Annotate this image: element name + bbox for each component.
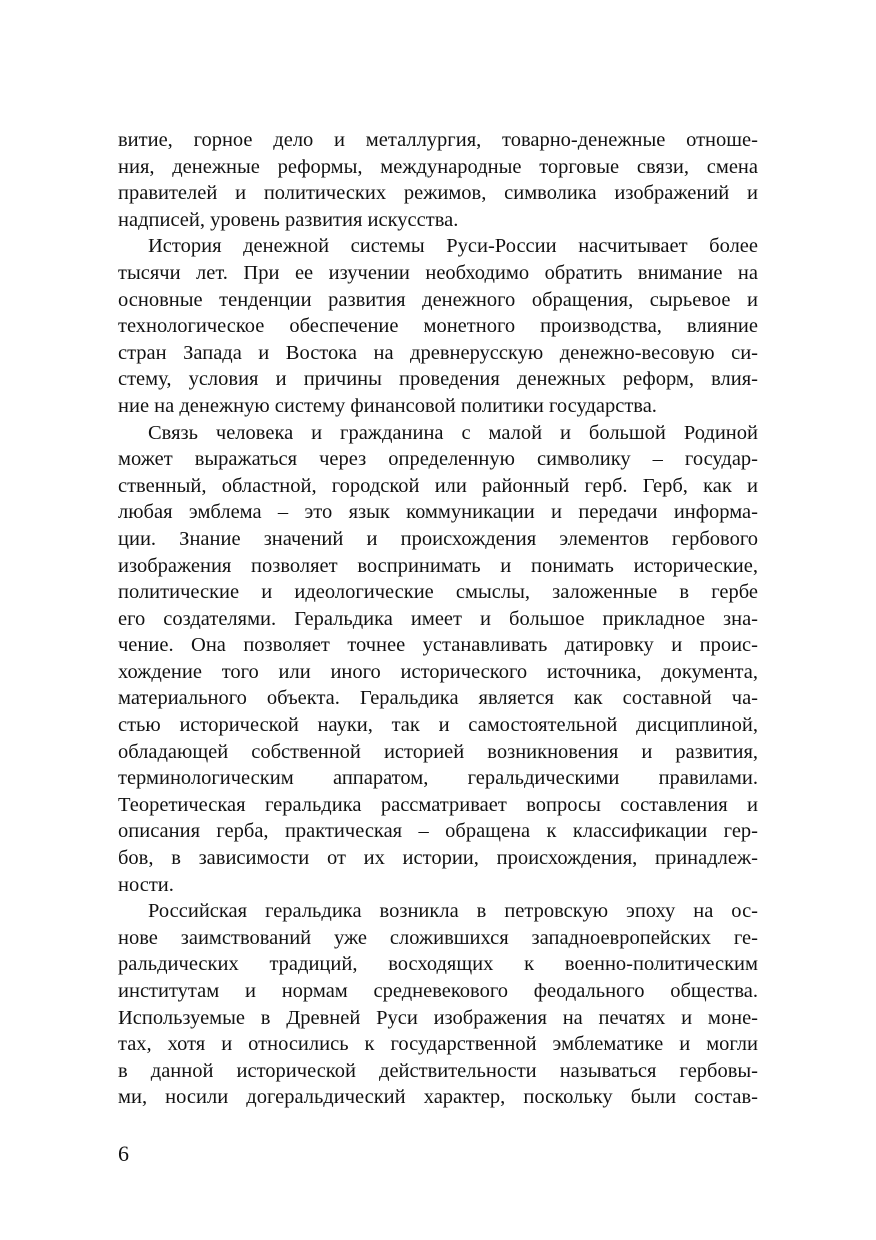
text-line: стему, условия и причины проведения денежных реформ, влия- bbox=[118, 368, 758, 391]
page-number: 6 bbox=[118, 1141, 129, 1166]
paragraph bbox=[118, 233, 758, 419]
text-line: обладающей собственной историей возникновения и развития, bbox=[118, 740, 758, 763]
text-line: политические и идеологические смыслы, заложенные в гербе bbox=[118, 581, 758, 604]
text-line: ми, носили догеральдический характер, поскольку были состав- bbox=[118, 1086, 758, 1109]
text-line: Теоретическая геральдика рассматривает вопросы составления и bbox=[118, 793, 758, 816]
text-line: его создателями. Геральдика имеет и большое прикладное зна- bbox=[118, 607, 758, 630]
paragraph bbox=[118, 127, 758, 233]
text-line: стью исторической науки, так и самостоятельной дисциплиной, bbox=[118, 714, 758, 737]
text-line: Российская геральдика возникла в петровскую эпоху на ос- bbox=[148, 900, 758, 923]
text-line: витие, горное дело и металлургия, товарно-денежные отноше- bbox=[118, 129, 758, 151]
text-line: изображения позволяет воспринимать и понимать исторические, bbox=[118, 554, 758, 577]
text-line: ние на денежную систему финансовой политики государства. bbox=[118, 394, 657, 417]
text-line: ральдических традиций, восходящих к военно-политическим bbox=[118, 953, 758, 976]
paragraph bbox=[118, 420, 758, 899]
text-line: материального объекта. Геральдика является как составной ча- bbox=[118, 687, 758, 710]
text-line: чение. Она позволяет точнее устанавливать датировку и проис- bbox=[118, 634, 758, 657]
text-line: нове заимствований уже сложившихся западноевропейских ге- bbox=[118, 926, 758, 949]
body-text bbox=[118, 127, 758, 1111]
paragraph bbox=[118, 898, 758, 1111]
text-line: бов, в зависимости от их истории, происхождения, принадлеж- bbox=[118, 847, 758, 870]
text-line: История денежной системы Руси-России насчитывает более bbox=[148, 235, 758, 258]
text-line: любая эмблема – это язык коммуникации и передачи информа- bbox=[118, 501, 758, 524]
text-line: правителей и политических режимов, символика изображений и bbox=[118, 182, 758, 205]
text-line: стран Запада и Востока на древнерусскую денежно-весовую си- bbox=[118, 341, 758, 364]
text-line: ции. Знание значений и происхождения элементов гербового bbox=[118, 527, 758, 550]
text-line: в данной исторической действительности называться гербовы- bbox=[118, 1059, 758, 1082]
text-line: Используемые в Древней Руси изображения на печатях и моне- bbox=[118, 1006, 758, 1029]
text-line: тысячи лет. При ее изучении необходимо обратить внимание на bbox=[118, 261, 758, 284]
text-line: Связь человека и гражданина с малой и большой Родиной bbox=[148, 421, 758, 444]
text-line: может выражаться через определенную символику – государ- bbox=[118, 448, 758, 471]
text-line: ственный, областной, городской или районный герб. Герб, как и bbox=[118, 474, 758, 497]
text-line: описания герба, практическая – обращена к классификации гер- bbox=[118, 820, 758, 843]
text-line: хождение того или иного исторического источника, документа, bbox=[118, 660, 758, 683]
text-line: надписей, уровень развития искусства. bbox=[118, 208, 459, 231]
text-line: технологическое обеспечение монетного производства, влияние bbox=[118, 315, 758, 338]
text-line: тах, хотя и относились к государственной эмблематике и могли bbox=[118, 1033, 758, 1056]
text-line: ности. bbox=[118, 873, 174, 896]
text-line: терминологическим аппаратом, геральдическими правилами. bbox=[118, 767, 758, 790]
text-line: институтам и нормам средневекового феодального общества. bbox=[118, 980, 758, 1002]
text-line: ния, денежные реформы, международные торговые связи, смена bbox=[118, 155, 758, 178]
text-line: основные тенденции развития денежного обращения, сырьевое и bbox=[118, 288, 758, 311]
